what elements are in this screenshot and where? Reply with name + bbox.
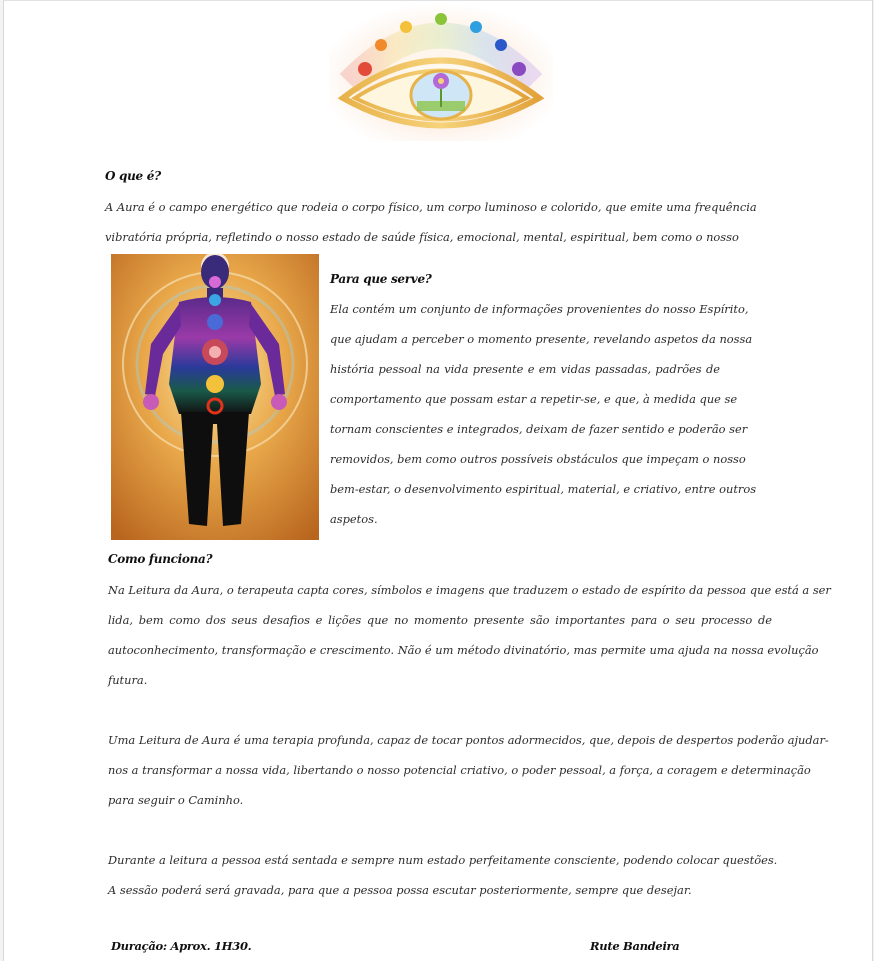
text-line: autoconhecimento, transformação e crescimento. Não é um método divinatório, mas permite uma ajuda na nossa evolução xyxy=(108,643,819,657)
text-line: Durante a leitura a pessoa está sentada e sempre num estado perfeitamente consciente, podendo colocar questões. xyxy=(108,853,778,867)
text-line: futura. xyxy=(108,673,148,687)
third-eye-logo xyxy=(329,3,553,141)
heading-para-que-serve: Para que serve? xyxy=(330,272,432,286)
document-page xyxy=(3,0,873,961)
text-line: que ajudam a perceber o momento presente, revelando aspetos da nossa xyxy=(330,332,753,346)
text-line: aspetos. xyxy=(330,512,378,526)
paragraph-para-que-serve xyxy=(330,294,757,534)
text-line: tornam conscientes e integrados, deixam de fazer sentido e poderão ser xyxy=(330,422,748,436)
text-line: Uma Leitura de Aura é uma terapia profunda, capaz de tocar pontos adormecidos, que, depois de despertos poderão ajudar- xyxy=(108,733,829,747)
text-line: Ela contém um conjunto de informações provenientes do nosso Espírito, xyxy=(330,302,749,316)
text-line: Na Leitura da Aura, o terapeuta capta cores, símbolos e imagens que traduzem o estado de espírito da pessoa que está a ser xyxy=(108,583,831,597)
paragraph-o-que-e xyxy=(105,192,757,252)
aura-body-illustration xyxy=(111,254,319,540)
paragraph-como-funciona xyxy=(108,575,831,695)
text-line: A sessão poderá será gravada, para que a pessoa possa escutar posteriormente, sempre que desejar. xyxy=(108,883,692,897)
text-line: removidos, bem como outros possíveis obstáculos que impeçam o nosso xyxy=(330,452,746,466)
heading-o-que-e: O que é? xyxy=(105,169,161,183)
text-line: lida, bem como dos seus desafios e lições que no momento presente são importantes para o seu processo de xyxy=(108,613,772,627)
duration-label: Duração: Aprox. 1H30. xyxy=(111,939,252,953)
text-line: história pessoal na vida presente e em vidas passadas, padrões de xyxy=(330,362,720,376)
text-line: nos a transformar a nossa vida, libertando o nosso potencial criativo, o poder pessoal, a força, a coragem e determinação xyxy=(108,763,811,777)
text-line: para seguir o Caminho. xyxy=(108,793,244,807)
author-name: Rute Bandeira xyxy=(590,939,680,953)
text-line: bem-estar, o desenvolvimento espiritual, material, e criativo, entre outros xyxy=(330,482,757,496)
heading-como-funciona: Como funciona? xyxy=(108,552,213,566)
text-line: comportamento que possam estar a repetir-se, e que, à medida que se xyxy=(330,392,738,406)
text-line: A Aura é o campo energético que rodeia o corpo físico, um corpo luminoso e colorido, que emite uma frequência xyxy=(105,200,757,214)
text-line: vibratória própria, refletindo o nosso estado de saúde física, emocional, mental, espiritual, bem como o nosso xyxy=(105,230,739,244)
paragraph-sessao xyxy=(108,845,778,905)
paragraph-terapia-profunda xyxy=(108,725,829,815)
